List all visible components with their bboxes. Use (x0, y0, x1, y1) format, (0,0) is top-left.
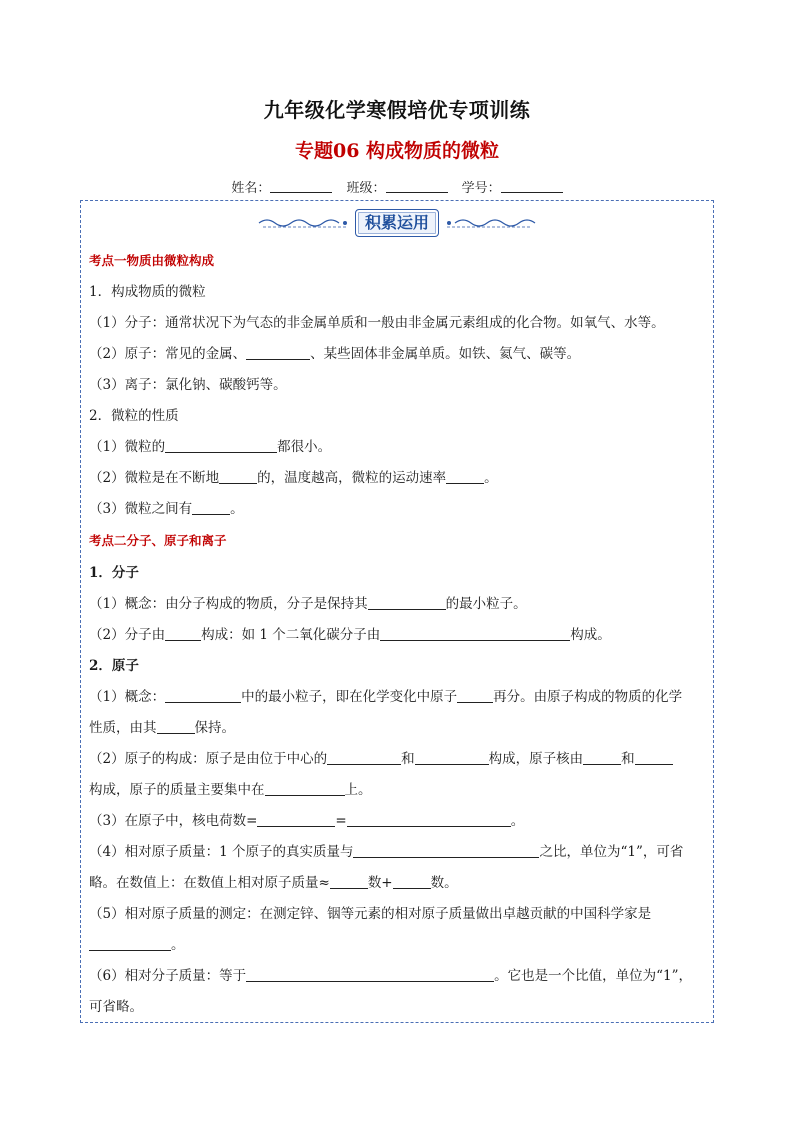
kp1-s2-item2 (89, 468, 498, 488)
text: （2）分子由 (89, 627, 166, 643)
kp1-s2-item1 (89, 437, 331, 457)
answer-blank[interactable] (380, 626, 570, 641)
answer-blank[interactable] (165, 626, 201, 641)
answer-blank[interactable] (192, 500, 230, 515)
kp2-s2-item4-line1 (89, 842, 683, 862)
answer-blank[interactable] (330, 874, 368, 889)
text: 、某些固体非金属单质。如铁、氦气、碳等。 (310, 346, 581, 362)
text: 的最小粒子。 (445, 596, 527, 612)
answer-blank[interactable] (219, 469, 257, 484)
kp1-s1-title: 1．构成物质的微粒 (89, 284, 206, 300)
id-blank[interactable] (501, 180, 563, 193)
text: （3）在原子中，核电荷数= (89, 813, 258, 829)
kp1-s1-item2 (89, 344, 580, 364)
text: 中的最小粒子，即在化学变化中原子 (241, 689, 458, 705)
class-blank[interactable] (386, 180, 448, 193)
answer-blank[interactable] (583, 750, 621, 765)
kp2-s2-item2-line1 (89, 749, 673, 769)
answer-blank[interactable] (246, 345, 310, 360)
text: 。 (484, 470, 498, 486)
kp2-s2-item4-line2 (89, 873, 458, 893)
kp2-s2-item3 (89, 811, 524, 831)
answer-blank[interactable] (327, 750, 401, 765)
kp2-s1-item2 (89, 625, 611, 645)
text: 上。 (344, 782, 372, 798)
answer-blank[interactable] (265, 781, 345, 796)
text: 构成，原子的质量主要集中在 (89, 782, 265, 798)
kp2-s2-item1-line2 (89, 718, 235, 738)
topic-subtitle: 专题06 构成物质的微粒 (294, 140, 500, 162)
kp2-s2-item6-line2: 可省略。 (89, 999, 143, 1015)
text: 数。 (430, 875, 458, 891)
name-label: 姓名： (231, 181, 271, 196)
kp2-s2-item6-line1 (89, 966, 692, 986)
class-label: 班级： (346, 181, 386, 196)
answer-blank[interactable] (165, 688, 241, 703)
answer-blank[interactable] (347, 812, 511, 827)
kp1-s1-item1: （1）分子：通常状况下为气态的非金属单质和一般由非金属元素组成的化合物。如氧气、水等。 (89, 315, 665, 331)
text: （6）相对分子质量：等于 (89, 968, 247, 984)
answer-blank[interactable] (446, 469, 484, 484)
student-info-row (0, 177, 794, 196)
worksheet-title: 九年级化学寒假培优专项训练 (263, 98, 531, 122)
answer-blank[interactable] (257, 812, 335, 827)
section-banner (81, 209, 713, 239)
answer-blank[interactable] (246, 967, 494, 982)
answer-blank[interactable] (635, 750, 673, 765)
kp2-s2-item1-line1 (89, 687, 682, 707)
banner-plaque: 积累运用 (355, 209, 439, 237)
text: 。 (510, 813, 525, 829)
kp2-s2-title: 2．原子 (89, 658, 139, 674)
kp2-s1-title: 1．分子 (89, 565, 139, 581)
kp2-s2-item2-line2 (89, 780, 372, 800)
kp1-s2-title: 2．微粒的性质 (89, 408, 179, 424)
kp2-s2-item5-line2 (89, 935, 185, 955)
kp2-s1-item1 (89, 594, 527, 614)
text: 构成。 (570, 627, 611, 643)
kp1-heading: 考点一物质由微粒构成 (89, 253, 215, 268)
text: 构成：如 1 个二氧化碳分子由 (201, 627, 381, 643)
text: 构成，原子核由 (488, 751, 584, 767)
text: 和 (621, 751, 635, 767)
text: （1）概念： (89, 689, 166, 705)
kp2-heading: 考点二分子、原子和离子 (89, 533, 227, 548)
kp1-s2-item3 (89, 499, 244, 519)
name-blank[interactable] (270, 180, 332, 193)
text: 数+ (367, 875, 393, 891)
text: 。 (171, 937, 185, 953)
text: 保持。 (194, 720, 235, 736)
left-wave-ornament (257, 215, 351, 231)
right-wave-ornament (443, 215, 537, 231)
kp1-s1-item3: （3）离子：氯化钠、碳酸钙等。 (89, 377, 287, 393)
answer-blank[interactable] (353, 843, 539, 858)
text: （1）微粒的 (89, 439, 166, 455)
text: 的，温度越高，微粒的运动速率 (257, 470, 447, 486)
text: = (335, 813, 347, 829)
answer-blank[interactable] (368, 595, 446, 610)
text: 再分。由原子构成的物质的化学 (493, 689, 683, 705)
kp2-s2-item5-line1: （5）相对原子质量的测定：在测定锌、铟等元素的相对原子质量做出卓越贡献的中国科学家是 (89, 906, 652, 922)
text: （3）微粒之间有 (89, 501, 193, 517)
text: 之比，单位为“1”，可省 (539, 844, 684, 860)
text: （2）原子的构成：原子是由位于中心的 (89, 751, 328, 767)
id-label: 学号： (461, 181, 501, 196)
text: 都很小。 (277, 439, 332, 455)
text: 。它也是一个比值，单位为“1”， (494, 968, 692, 984)
text: 。 (230, 501, 244, 517)
answer-blank[interactable] (89, 936, 171, 951)
text: （2）原子：常见的金属、 (89, 346, 247, 362)
text: （1）概念：由分子构成的物质，分子是保持其 (89, 596, 368, 612)
text: （2）微粒是在不断地 (89, 470, 220, 486)
answer-blank[interactable] (415, 750, 489, 765)
answer-blank[interactable] (165, 438, 277, 453)
text: 略。在数值上：在数值上相对原子质量≈ (89, 875, 330, 891)
content-frame (80, 200, 714, 1023)
answer-blank[interactable] (457, 688, 493, 703)
text: 和 (401, 751, 415, 767)
text: 性质，由其 (89, 720, 157, 736)
answer-blank[interactable] (157, 719, 195, 734)
answer-blank[interactable] (393, 874, 431, 889)
text: （4）相对原子质量：1 个原子的真实质量与 (89, 844, 354, 860)
